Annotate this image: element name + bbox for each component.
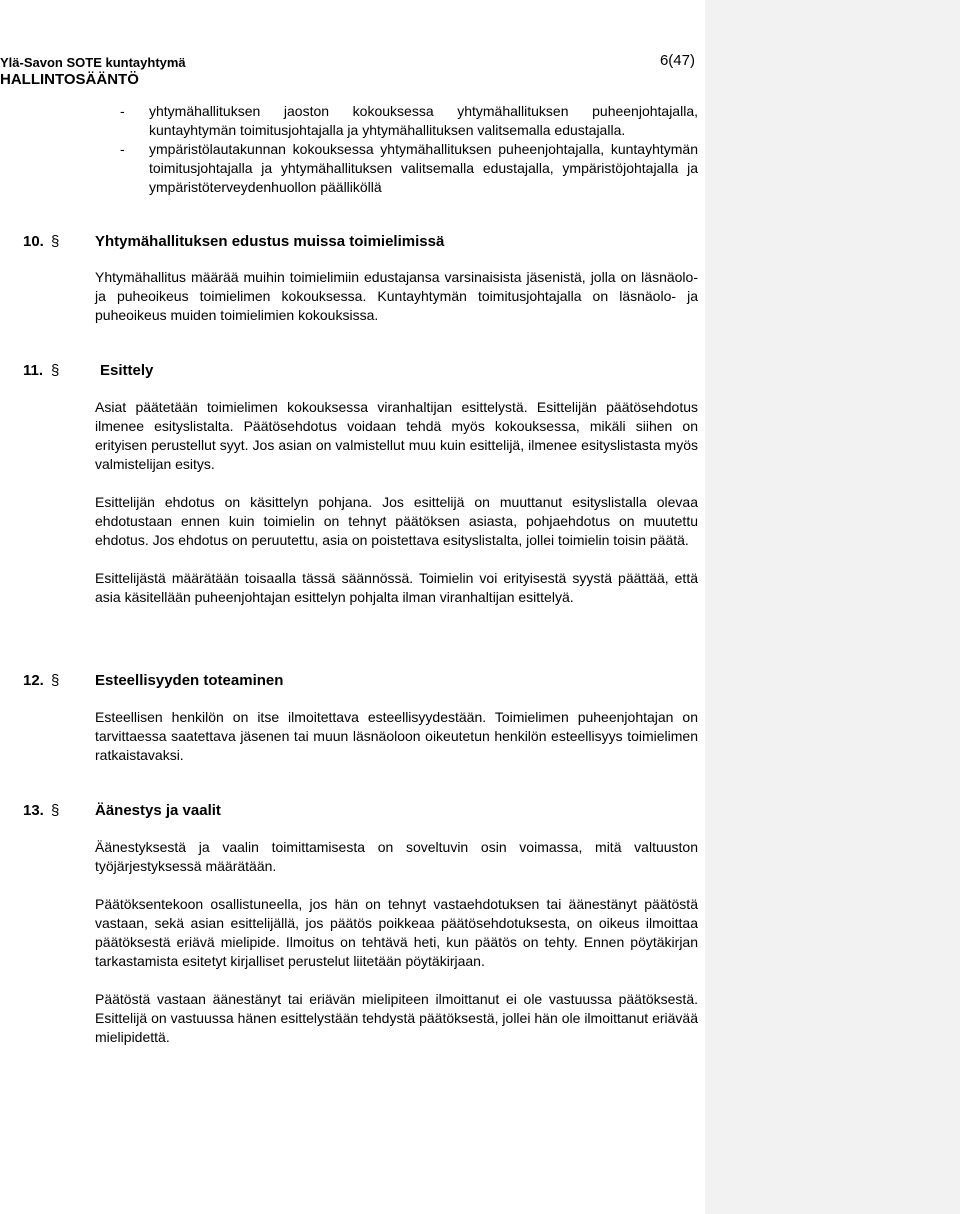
paragraph-sign: § <box>51 672 60 689</box>
paragraph: Äänestyksestä ja vaalin toimittamisesta on soveltuvin osin voimassa, mitä valtuuston työjärjestyksessä määrätään. <box>95 839 698 874</box>
page-sidebar <box>705 0 960 1214</box>
section-heading <box>23 801 698 821</box>
bullet-list <box>120 102 698 197</box>
paragraph: Esteellisen henkilön on itse ilmoitettava esteellisyydestään. Toimielimen puheenjohtajan on tarvittaessa saatettava jäsenen tai muun läsnäoloon oikeutetun henkilön esteellisyys toimielimen ratkaistavaksi. <box>95 709 698 763</box>
section-title: Esteellisyyden toteaminen <box>95 672 284 689</box>
section-heading <box>23 232 698 252</box>
paragraph: Yhtymähallitus määrää muihin toimielimiin edustajansa varsinaisista jäsenistä, jolla on läsnäolo- ja puheoikeus toimielimen kokouksessa. Kuntayhtymän toimitusjohtajalla on läsnäolo- ja puheoikeus muiden toimielimien kokouksissa. <box>95 269 698 323</box>
section-body <box>95 398 698 607</box>
paragraph-sign: § <box>51 802 60 819</box>
bullet-dash: - <box>120 141 125 157</box>
bullet-dash: - <box>120 103 125 119</box>
paragraph: Asiat päätetään toimielimen kokouksessa viranhaltijan esittelystä. Esittelijän päätösehdotus ilmenee esityslistalta. Päätösehdotus voidaan tehdä myös kokouksessa, mikäli siihen on erityisen perustellut syyt. Jos asian on valmistellut muu kuin esittelijä, ilmenee esityslistasta myös valmistelijan esitys. <box>95 399 698 472</box>
section-number: 12. <box>23 672 44 689</box>
paragraph: Esittelijän ehdotus on käsittelyn pohjana. Jos esittelijä on muuttanut esityslistalla olevaa ehdotustaan ennen kuin toimielin on tehnyt päätöksen asiasta, pohjaehdotus on muutettu ehdotus. Jos ehdotus on peruutettu, asia on poistettava esityslistalta, jollei toimielin toisin päätä. <box>95 494 698 548</box>
section-11 <box>23 361 698 607</box>
document-title: HALLINTOSÄÄNTÖ <box>0 71 139 88</box>
section-heading <box>23 671 698 691</box>
section-heading <box>23 361 698 381</box>
page-number: 6(47) <box>659 52 695 69</box>
section-12 <box>23 671 698 765</box>
bullet-text: yhtymähallituksen jaoston kokouksessa yhtymähallituksen puheenjohtajalla, kuntayhtymän toimitusjohtajalla ja yhtymähallituksen valitsemalla edustajalla. <box>149 103 698 138</box>
section-number: 13. <box>23 802 44 819</box>
section-13 <box>23 801 698 1047</box>
paragraph-sign: § <box>51 233 60 250</box>
section-title: Esittely <box>100 362 154 379</box>
section-body <box>95 838 698 1047</box>
list-item <box>120 140 698 197</box>
section-title: Äänestys ja vaalit <box>95 802 221 819</box>
section-10 <box>23 232 698 325</box>
organization-name: Ylä-Savon SOTE kuntayhtymä <box>0 55 186 70</box>
section-title: Yhtymähallituksen edustus muissa toimielimissä <box>95 233 445 250</box>
bullet-text: ympäristölautakunnan kokouksessa yhtymähallituksen puheenjohtajalla, kuntayhtymän toimitusjohtajalla ja yhtymähallituksen valitsemalla edustajalla, ympäristöjohtajalla ja ympäristöterveydenhuollon päälliköllä <box>149 141 698 195</box>
section-body <box>95 268 698 325</box>
paragraph: Päätöstä vastaan äänestänyt tai eriävän mielipiteen ilmoittanut ei ole vastuussa päätöksestä. Esittelijä on vastuussa hänen esittelystään tehdystä päätöksestä, jollei hän ole ilmoittanut eriävää mielipidettä. <box>95 991 698 1045</box>
paragraph: Esittelijästä määrätään toisaalla tässä säännössä. Toimielin voi erityisestä syystä päättää, että asia käsitellään puheenjohtajan esittelyn pohjalta ilman viranhaltijan esittelyä. <box>95 570 698 605</box>
section-number: 11. <box>23 362 44 379</box>
section-body <box>95 708 698 765</box>
paragraph: Päätöksentekoon osallistuneella, jos hän on tehnyt vastaehdotuksen tai äänestänyt päätöstä vastaan, sekä asian esittelijällä, jos päätös poikkeaa päätösehdotuksesta, on oikeus ilmoittaa päätöksestä eriävä mielipide. Ilmoitus on tehtävä heti, kun päätös on tehty. Ennen pöytäkirjan tarkastamista esitetyt kirjalliset perustelut liitetään pöytäkirjaan. <box>95 896 698 969</box>
paragraph-sign: § <box>51 362 60 379</box>
section-number: 10. <box>23 233 44 250</box>
document-header <box>0 54 360 88</box>
list-item <box>120 102 698 140</box>
